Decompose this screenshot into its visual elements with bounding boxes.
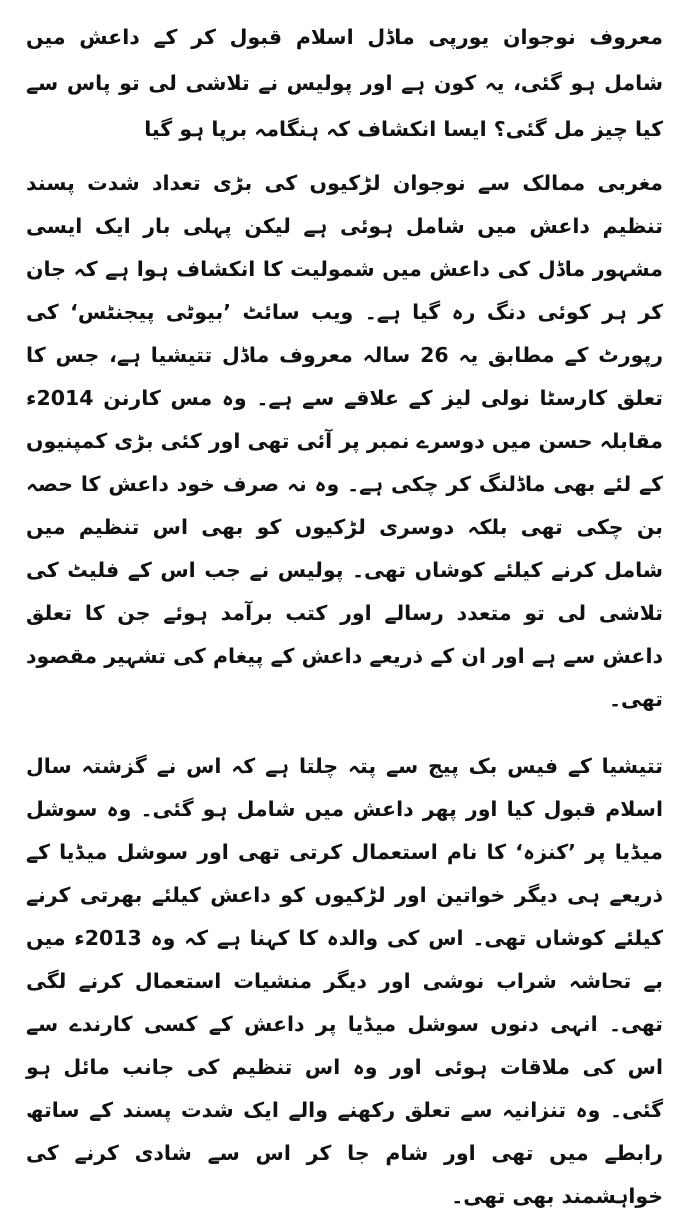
- article-paragraph-2: تتیشیا کے فیس بک پیج سے پتہ چلتا ہے کہ اس نے گزشتہ سال اسلام قبول کیا اور پھر داعش میں شامل ہو گئی۔ وہ سوشل میڈیا پر ’کنزہ‘ کا نام استعمال کرتی تھی اور سوشل میڈیا کے ذریعے ہی دیگر خواتین اور لڑکیوں کو داعش کیلئے بھرتی کرنے کیلئے کوشاں تھی۔ اس کی والدہ کا کہنا ہے کہ وہ 2013ء میں بے تحاشہ شراب نوشی اور دیگر منشیات استعمال کرنے لگی تھی۔ انہی دنوں سوشل میڈیا پر داعش کے کسی کارندے سے اس کی ملاقات ہوئی اور وہ اس تنظیم کی جانب مائل ہو گئی۔ وہ تنزانیہ سے تعلق رکھنے والے ایک شدت پسند کے ساتھ رابطے میں تھی اور شام جا کر اس سے شادی کرنے کی خواہشمند بھی تھی۔: [26, 754, 663, 1208]
- news-article: [26, 14, 663, 1218]
- article-paragraph-1: مغربی ممالک سے نوجوان لڑکیوں کی بڑی تعداد شدت پسند تنظیم داعش میں شامل ہوئی ہے لیکن پہلی بار ایک ایسی مشہور ماڈل کی داعش میں شمولیت کا انکشاف ہوا ہے کہ جان کر ہر کوئی دنگ رہ گیا ہے۔ ویب سائٹ ’بیوٹی پیجنٹس‘ کی رپورٹ کے مطابق یہ 26 سالہ معروف ماڈل تتیشیا ہے، جس کا تعلق کارسٹا نولی لیز کے علاقے سے ہے۔ وہ مس کارنن 2014ء مقابلہ حسن میں دوسرے نمبر پر آئی تھی اور کئی بڑی کمپنیوں کے لئے بھی ماڈلنگ کر چکی ہے۔ وہ نہ صرف خود داعش کا حصہ بن چکی تھی بلکہ دوسری لڑکیوں کو بھی اس تنظیم میں شامل کرنے کیلئے کوشاں تھی۔ پولیس نے جب اس کے فلیٹ کی تلاشی لی تو متعدد رسالے اور کتب برآمد ہوئے جن کا تعلق داعش سے ہے اور ان کے ذریعے داعش کے پیغام کی تشہیر مقصود تھی۔: [26, 171, 663, 711]
- article-headline: معروف نوجوان یورپی ماڈل اسلام قبول کر کے داعش میں شامل ہو گئی، یہ کون ہے اور پولیس نے تلاشی لی تو پاس سے کیا چیز مل گئی؟ ایسا انکشاف کہ ہنگامہ برپا ہو گیا: [26, 25, 663, 141]
